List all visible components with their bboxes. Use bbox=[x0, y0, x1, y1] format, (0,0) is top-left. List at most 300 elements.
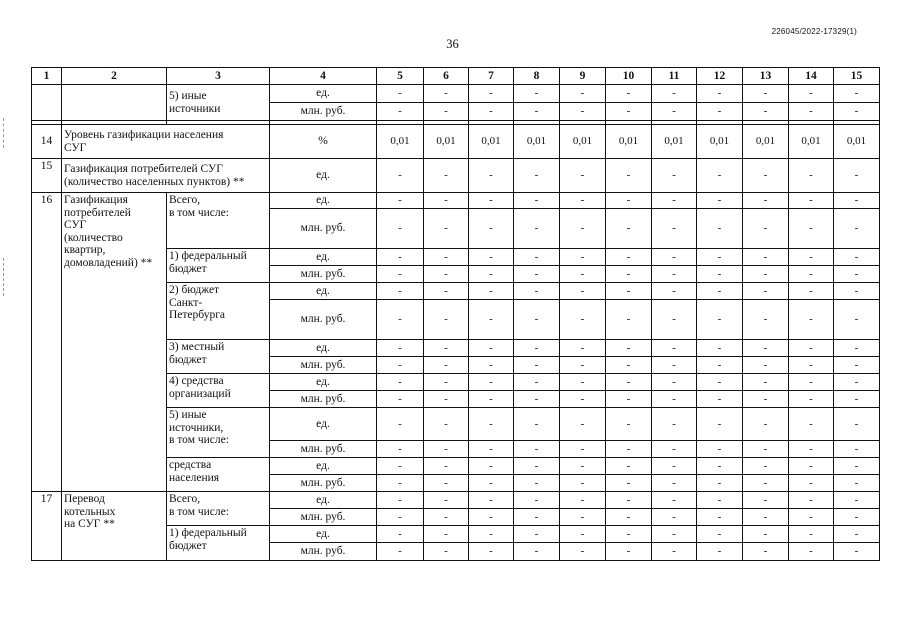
value-cell: - bbox=[743, 249, 789, 266]
value-cell: - bbox=[834, 441, 880, 458]
value-cell: - bbox=[560, 357, 606, 374]
value-cell: - bbox=[469, 159, 514, 193]
value-cell: - bbox=[424, 441, 469, 458]
num-cell bbox=[32, 85, 62, 121]
source-cell: 4) средства организаций bbox=[167, 374, 270, 408]
source-cell: 5) иные источники bbox=[167, 85, 270, 121]
table-row bbox=[32, 492, 880, 509]
value-cell: - bbox=[834, 543, 880, 561]
value-cell: - bbox=[469, 374, 514, 391]
value-cell: - bbox=[606, 193, 652, 209]
column-header: 5 bbox=[377, 68, 424, 85]
value-cell: - bbox=[606, 103, 652, 121]
value-cell: - bbox=[697, 193, 743, 209]
unit-cell: млн. руб. bbox=[270, 103, 377, 121]
row-number: 15 bbox=[32, 159, 62, 193]
value-cell: - bbox=[606, 475, 652, 492]
value-cell: - bbox=[834, 209, 880, 249]
value-cell: - bbox=[652, 193, 697, 209]
value-cell: - bbox=[606, 283, 652, 300]
value-cell: - bbox=[697, 526, 743, 543]
table-row bbox=[32, 159, 880, 193]
value-cell: - bbox=[606, 159, 652, 193]
value-cell: - bbox=[834, 357, 880, 374]
value-cell: - bbox=[652, 492, 697, 509]
value-cell: - bbox=[697, 475, 743, 492]
value-cell: - bbox=[743, 441, 789, 458]
indicator-name: Уровень газификации населения СУГ bbox=[62, 125, 270, 159]
source-cell: Всего, в том числе: bbox=[167, 193, 270, 249]
value-cell: 0,01 bbox=[514, 125, 560, 159]
value-cell: - bbox=[743, 475, 789, 492]
value-cell: - bbox=[377, 300, 424, 340]
value-cell: - bbox=[789, 492, 834, 509]
value-cell: - bbox=[606, 458, 652, 475]
value-cell: - bbox=[377, 85, 424, 103]
unit-cell: млн. руб. bbox=[270, 441, 377, 458]
source-cell: Всего, в том числе: bbox=[167, 492, 270, 526]
value-cell: - bbox=[652, 283, 697, 300]
value-cell: - bbox=[377, 458, 424, 475]
value-cell: - bbox=[652, 475, 697, 492]
value-cell: - bbox=[606, 266, 652, 283]
value-cell: - bbox=[789, 543, 834, 561]
value-cell: - bbox=[789, 340, 834, 357]
value-cell: - bbox=[697, 509, 743, 526]
value-cell: 0,01 bbox=[697, 125, 743, 159]
document-number: 226045/2022-17329(1) bbox=[771, 27, 857, 36]
value-cell: - bbox=[514, 475, 560, 492]
column-header: 11 bbox=[652, 68, 697, 85]
value-cell: - bbox=[652, 543, 697, 561]
value-cell: - bbox=[560, 209, 606, 249]
value-cell: - bbox=[514, 441, 560, 458]
value-cell: - bbox=[789, 209, 834, 249]
value-cell: - bbox=[606, 249, 652, 266]
indicator-name: Газификация потребителей СУГ (количество квартир, домовладений) ** bbox=[62, 193, 167, 492]
margin-mark bbox=[3, 118, 4, 148]
value-cell: - bbox=[652, 300, 697, 340]
value-cell: - bbox=[424, 475, 469, 492]
value-cell: - bbox=[560, 391, 606, 408]
column-header: 13 bbox=[743, 68, 789, 85]
source-cell: средства населения bbox=[167, 458, 270, 492]
unit-cell: млн. руб. bbox=[270, 509, 377, 526]
value-cell: - bbox=[834, 85, 880, 103]
value-cell: - bbox=[606, 357, 652, 374]
value-cell: - bbox=[652, 103, 697, 121]
source-cell: 1) федеральный бюджет bbox=[167, 526, 270, 561]
value-cell: - bbox=[697, 458, 743, 475]
value-cell: - bbox=[606, 408, 652, 441]
value-cell: - bbox=[789, 283, 834, 300]
header-row bbox=[32, 68, 880, 85]
value-cell: - bbox=[606, 543, 652, 561]
value-cell: - bbox=[606, 526, 652, 543]
value-cell: - bbox=[652, 85, 697, 103]
value-cell: - bbox=[514, 526, 560, 543]
name-cell bbox=[62, 85, 167, 121]
indicator-name: Перевод котельных на СУГ ** bbox=[62, 492, 167, 561]
value-cell: - bbox=[469, 492, 514, 509]
column-header: 1 bbox=[32, 68, 62, 85]
value-cell: 0,01 bbox=[606, 125, 652, 159]
value-cell: - bbox=[652, 391, 697, 408]
unit-cell: ед. bbox=[270, 408, 377, 441]
value-cell: - bbox=[377, 283, 424, 300]
value-cell: - bbox=[514, 85, 560, 103]
source-cell: 3) местный бюджет bbox=[167, 340, 270, 374]
unit-cell: млн. руб. bbox=[270, 543, 377, 561]
value-cell: - bbox=[424, 300, 469, 340]
value-cell: - bbox=[789, 526, 834, 543]
value-cell: - bbox=[743, 509, 789, 526]
value-cell: - bbox=[377, 374, 424, 391]
value-cell: - bbox=[514, 283, 560, 300]
column-header: 15 bbox=[834, 68, 880, 85]
unit-cell: ед. bbox=[270, 283, 377, 300]
value-cell: - bbox=[743, 159, 789, 193]
value-cell: - bbox=[789, 458, 834, 475]
value-cell: - bbox=[834, 374, 880, 391]
value-cell: - bbox=[424, 159, 469, 193]
data-table bbox=[31, 67, 880, 561]
value-cell: - bbox=[514, 458, 560, 475]
value-cell: - bbox=[469, 103, 514, 121]
unit-cell: млн. руб. bbox=[270, 300, 377, 340]
value-cell: - bbox=[789, 103, 834, 121]
value-cell: - bbox=[469, 458, 514, 475]
value-cell: - bbox=[652, 509, 697, 526]
value-cell: - bbox=[377, 543, 424, 561]
value-cell: - bbox=[789, 509, 834, 526]
column-header: 12 bbox=[697, 68, 743, 85]
value-cell: - bbox=[834, 266, 880, 283]
value-cell: - bbox=[743, 526, 789, 543]
value-cell: - bbox=[697, 340, 743, 357]
value-cell: - bbox=[834, 103, 880, 121]
value-cell: - bbox=[469, 408, 514, 441]
value-cell: - bbox=[377, 266, 424, 283]
value-cell: - bbox=[514, 300, 560, 340]
value-cell: - bbox=[697, 85, 743, 103]
value-cell: - bbox=[697, 159, 743, 193]
unit-cell: ед. bbox=[270, 526, 377, 543]
value-cell: - bbox=[606, 340, 652, 357]
value-cell: - bbox=[743, 543, 789, 561]
value-cell: - bbox=[652, 408, 697, 441]
value-cell: - bbox=[743, 266, 789, 283]
column-header: 8 bbox=[514, 68, 560, 85]
value-cell: - bbox=[606, 300, 652, 340]
value-cell: - bbox=[514, 391, 560, 408]
source-cell: 5) иные источники, в том числе: bbox=[167, 408, 270, 458]
column-header: 6 bbox=[424, 68, 469, 85]
value-cell: - bbox=[469, 85, 514, 103]
value-cell: - bbox=[560, 103, 606, 121]
value-cell: - bbox=[743, 193, 789, 209]
value-cell: - bbox=[560, 266, 606, 283]
value-cell: - bbox=[514, 543, 560, 561]
value-cell: - bbox=[697, 543, 743, 561]
value-cell: - bbox=[560, 159, 606, 193]
value-cell: - bbox=[514, 408, 560, 441]
value-cell: - bbox=[743, 458, 789, 475]
value-cell: - bbox=[377, 209, 424, 249]
value-cell: 0,01 bbox=[560, 125, 606, 159]
value-cell: - bbox=[469, 543, 514, 561]
value-cell: - bbox=[697, 103, 743, 121]
value-cell: - bbox=[514, 340, 560, 357]
value-cell: - bbox=[652, 340, 697, 357]
value-cell: - bbox=[652, 249, 697, 266]
value-cell: - bbox=[377, 441, 424, 458]
column-header: 2 bbox=[62, 68, 167, 85]
value-cell: - bbox=[834, 391, 880, 408]
unit-cell: ед. bbox=[270, 340, 377, 357]
page-number: 36 bbox=[446, 37, 459, 51]
value-cell: - bbox=[697, 408, 743, 441]
value-cell: - bbox=[652, 458, 697, 475]
column-header: 10 bbox=[606, 68, 652, 85]
table-body bbox=[32, 68, 880, 561]
value-cell: - bbox=[469, 340, 514, 357]
value-cell: - bbox=[560, 300, 606, 340]
value-cell: - bbox=[469, 391, 514, 408]
column-header: 7 bbox=[469, 68, 514, 85]
value-cell: - bbox=[834, 283, 880, 300]
value-cell: - bbox=[652, 441, 697, 458]
value-cell: - bbox=[560, 475, 606, 492]
value-cell: - bbox=[652, 526, 697, 543]
value-cell: 0,01 bbox=[743, 125, 789, 159]
row-number: 14 bbox=[32, 125, 62, 159]
unit-cell: ед. bbox=[270, 159, 377, 193]
value-cell: 0,01 bbox=[469, 125, 514, 159]
value-cell: - bbox=[469, 193, 514, 209]
value-cell: - bbox=[514, 193, 560, 209]
unit-cell: ед. bbox=[270, 249, 377, 266]
value-cell: - bbox=[834, 249, 880, 266]
value-cell: - bbox=[606, 374, 652, 391]
source-cell: 2) бюджет Санкт- Петербурга bbox=[167, 283, 270, 340]
value-cell: - bbox=[424, 283, 469, 300]
value-cell: - bbox=[789, 408, 834, 441]
value-cell: - bbox=[560, 458, 606, 475]
unit-cell: млн. руб. bbox=[270, 209, 377, 249]
value-cell: - bbox=[514, 103, 560, 121]
value-cell: - bbox=[424, 357, 469, 374]
value-cell: - bbox=[697, 266, 743, 283]
value-cell: 0,01 bbox=[789, 125, 834, 159]
value-cell: - bbox=[424, 103, 469, 121]
indicator-name: Газификация потребителей СУГ (количество населенных пунктов) ** bbox=[62, 159, 270, 193]
value-cell: - bbox=[834, 509, 880, 526]
value-cell: - bbox=[789, 374, 834, 391]
value-cell: - bbox=[424, 340, 469, 357]
value-cell: - bbox=[697, 374, 743, 391]
value-cell: - bbox=[789, 266, 834, 283]
value-cell: - bbox=[424, 408, 469, 441]
value-cell: - bbox=[560, 509, 606, 526]
value-cell: - bbox=[469, 475, 514, 492]
value-cell: - bbox=[469, 283, 514, 300]
table-row bbox=[32, 85, 880, 103]
value-cell: - bbox=[514, 266, 560, 283]
value-cell: - bbox=[377, 357, 424, 374]
value-cell: - bbox=[560, 340, 606, 357]
table-row bbox=[32, 193, 880, 209]
value-cell: - bbox=[834, 526, 880, 543]
value-cell: - bbox=[560, 543, 606, 561]
unit-cell: млн. руб. bbox=[270, 357, 377, 374]
value-cell: - bbox=[377, 509, 424, 526]
value-cell: - bbox=[377, 526, 424, 543]
value-cell: - bbox=[789, 441, 834, 458]
value-cell: - bbox=[377, 492, 424, 509]
value-cell: - bbox=[424, 374, 469, 391]
value-cell: - bbox=[789, 249, 834, 266]
value-cell: - bbox=[743, 103, 789, 121]
value-cell: - bbox=[377, 340, 424, 357]
value-cell: - bbox=[652, 357, 697, 374]
value-cell: - bbox=[377, 391, 424, 408]
value-cell: - bbox=[424, 543, 469, 561]
unit-cell: ед. bbox=[270, 193, 377, 209]
value-cell: - bbox=[834, 159, 880, 193]
value-cell: - bbox=[424, 193, 469, 209]
value-cell: - bbox=[424, 509, 469, 526]
value-cell: - bbox=[606, 391, 652, 408]
value-cell: - bbox=[469, 266, 514, 283]
value-cell: - bbox=[469, 249, 514, 266]
value-cell: - bbox=[514, 357, 560, 374]
column-header: 3 bbox=[167, 68, 270, 85]
value-cell: - bbox=[789, 391, 834, 408]
value-cell: - bbox=[606, 492, 652, 509]
value-cell: 0,01 bbox=[834, 125, 880, 159]
value-cell: - bbox=[424, 266, 469, 283]
value-cell: - bbox=[743, 374, 789, 391]
unit-cell: млн. руб. bbox=[270, 266, 377, 283]
value-cell: - bbox=[789, 159, 834, 193]
value-cell: - bbox=[697, 209, 743, 249]
value-cell: - bbox=[743, 300, 789, 340]
value-cell: - bbox=[743, 209, 789, 249]
value-cell: - bbox=[514, 249, 560, 266]
value-cell: - bbox=[469, 526, 514, 543]
value-cell: - bbox=[560, 249, 606, 266]
value-cell: - bbox=[377, 193, 424, 209]
value-cell: - bbox=[834, 193, 880, 209]
column-header: 4 bbox=[270, 68, 377, 85]
value-cell: - bbox=[469, 509, 514, 526]
value-cell: - bbox=[377, 159, 424, 193]
value-cell: - bbox=[514, 492, 560, 509]
value-cell: - bbox=[743, 340, 789, 357]
value-cell: - bbox=[652, 266, 697, 283]
value-cell: - bbox=[377, 408, 424, 441]
value-cell: - bbox=[424, 85, 469, 103]
value-cell: - bbox=[834, 492, 880, 509]
value-cell: - bbox=[514, 509, 560, 526]
value-cell: - bbox=[697, 492, 743, 509]
value-cell: - bbox=[377, 103, 424, 121]
margin-mark bbox=[3, 258, 4, 296]
value-cell: - bbox=[743, 408, 789, 441]
value-cell: - bbox=[834, 340, 880, 357]
unit-cell: ед. bbox=[270, 492, 377, 509]
value-cell: - bbox=[652, 374, 697, 391]
value-cell: - bbox=[789, 193, 834, 209]
unit-cell: ед. bbox=[270, 85, 377, 103]
value-cell: - bbox=[834, 458, 880, 475]
value-cell: - bbox=[697, 249, 743, 266]
value-cell: - bbox=[652, 209, 697, 249]
value-cell: - bbox=[697, 357, 743, 374]
value-cell: - bbox=[560, 374, 606, 391]
value-cell: - bbox=[424, 391, 469, 408]
value-cell: - bbox=[514, 374, 560, 391]
value-cell: - bbox=[377, 249, 424, 266]
value-cell: - bbox=[743, 492, 789, 509]
value-cell: - bbox=[424, 526, 469, 543]
value-cell: - bbox=[514, 159, 560, 193]
value-cell: - bbox=[469, 441, 514, 458]
value-cell: - bbox=[560, 193, 606, 209]
value-cell: - bbox=[697, 391, 743, 408]
row-number: 17 bbox=[32, 492, 62, 561]
value-cell: - bbox=[834, 408, 880, 441]
value-cell: - bbox=[560, 85, 606, 103]
value-cell: - bbox=[789, 357, 834, 374]
value-cell: - bbox=[697, 283, 743, 300]
unit-cell: млн. руб. bbox=[270, 475, 377, 492]
value-cell: - bbox=[606, 509, 652, 526]
row-number: 16 bbox=[32, 193, 62, 492]
source-cell: 1) федеральный бюджет bbox=[167, 249, 270, 283]
value-cell: - bbox=[834, 300, 880, 340]
column-header: 14 bbox=[789, 68, 834, 85]
unit-cell: млн. руб. bbox=[270, 391, 377, 408]
value-cell: - bbox=[697, 441, 743, 458]
value-cell: - bbox=[424, 209, 469, 249]
value-cell: - bbox=[560, 441, 606, 458]
value-cell: - bbox=[743, 85, 789, 103]
value-cell: - bbox=[560, 408, 606, 441]
unit-cell: ед. bbox=[270, 458, 377, 475]
value-cell: - bbox=[697, 300, 743, 340]
value-cell: - bbox=[606, 209, 652, 249]
value-cell: 0,01 bbox=[424, 125, 469, 159]
value-cell: - bbox=[560, 283, 606, 300]
unit-cell: ед. bbox=[270, 374, 377, 391]
value-cell: - bbox=[469, 300, 514, 340]
table-row bbox=[32, 125, 880, 159]
value-cell: - bbox=[424, 249, 469, 266]
value-cell: - bbox=[652, 159, 697, 193]
value-cell: - bbox=[606, 441, 652, 458]
value-cell: - bbox=[743, 283, 789, 300]
column-header: 9 bbox=[560, 68, 606, 85]
value-cell: - bbox=[789, 85, 834, 103]
value-cell: - bbox=[789, 475, 834, 492]
value-cell: - bbox=[789, 300, 834, 340]
value-cell: - bbox=[834, 475, 880, 492]
value-cell: - bbox=[469, 357, 514, 374]
value-cell: - bbox=[469, 209, 514, 249]
value-cell: - bbox=[560, 492, 606, 509]
